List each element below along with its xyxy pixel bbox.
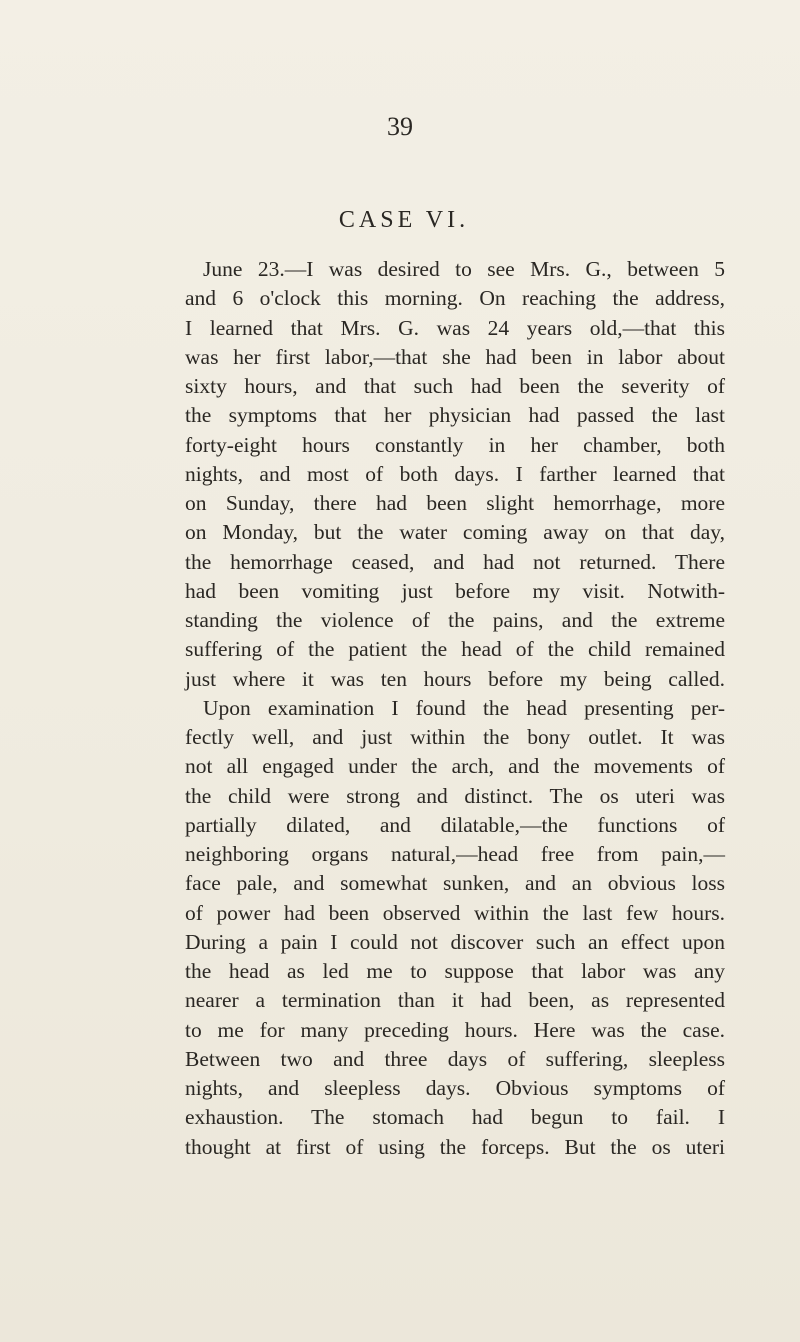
text-line: on Monday, but the water coming away on that day, xyxy=(185,520,725,545)
text-line: and 6 o'clock this morning. On reaching the address, xyxy=(185,286,725,311)
text-line: exhaustion. The stomach had begun to fail. I xyxy=(185,1105,725,1130)
text-line: partially dilated, and dilatable,—the functions of xyxy=(185,812,725,837)
text-line: of power had been observed within the last few hours. xyxy=(185,900,725,925)
text-line: Between two and three days of suffering, sleepless xyxy=(185,1046,725,1071)
text-line: on Sunday, there had been slight hemorrhage, more xyxy=(185,491,725,515)
text-line: just where it was ten hours before my being called. xyxy=(185,666,725,691)
page-number: 39 xyxy=(387,112,413,141)
text-line: had been vomiting just before my visit. Notwith- xyxy=(185,578,725,603)
text-line: nearer a termination than it had been, as represented xyxy=(185,988,725,1013)
text-line: face pale, and somewhat sunken, and an obvious loss xyxy=(185,871,725,896)
text-line: forty-eight hours constantly in her chamber, both xyxy=(185,432,725,457)
text-line: nights, and sleepless days. Obvious symptoms of xyxy=(185,1076,725,1100)
text-line: During a pain I could not discover such an effect upon xyxy=(185,929,725,954)
text-line: to me for many preceding hours. Here was the case. xyxy=(185,1017,725,1042)
body-text xyxy=(185,255,725,1162)
text-line: the hemorrhage ceased, and had not returned. There xyxy=(185,549,725,574)
text-line: neighboring organs natural,—head free from pain,— xyxy=(185,842,725,866)
text-line: thought at first of using the forceps. But the os uteri xyxy=(185,1134,725,1159)
text-line: fectly well, and just within the bony outlet. It was xyxy=(185,725,725,749)
text-line: I learned that Mrs. G. was 24 years old,—that this xyxy=(185,315,725,340)
text-line: not all engaged under the arch, and the movements of xyxy=(185,754,725,779)
text-line: nights, and most of both days. I farther learned that xyxy=(185,461,725,486)
text-line: June 23.—I was desired to see Mrs. G., between 5 xyxy=(203,257,725,281)
text-line: standing the violence of the pains, and the extreme xyxy=(185,608,725,632)
text-line: Upon examination I found the head presenting per- xyxy=(203,695,725,720)
text-line: the child were strong and distinct. The os uteri was xyxy=(185,783,725,808)
text-line: was her first labor,—that she had been in labor about xyxy=(185,344,725,369)
text-line: suffering of the patient the head of the child remained xyxy=(185,637,725,662)
text-line: sixty hours, and that such had been the severity of xyxy=(185,374,725,398)
text-line: the symptoms that her physician had passed the last xyxy=(185,403,725,428)
text-line: the head as led me to suppose that labor was any xyxy=(185,959,725,983)
case-title: CASE VI. xyxy=(338,207,470,233)
